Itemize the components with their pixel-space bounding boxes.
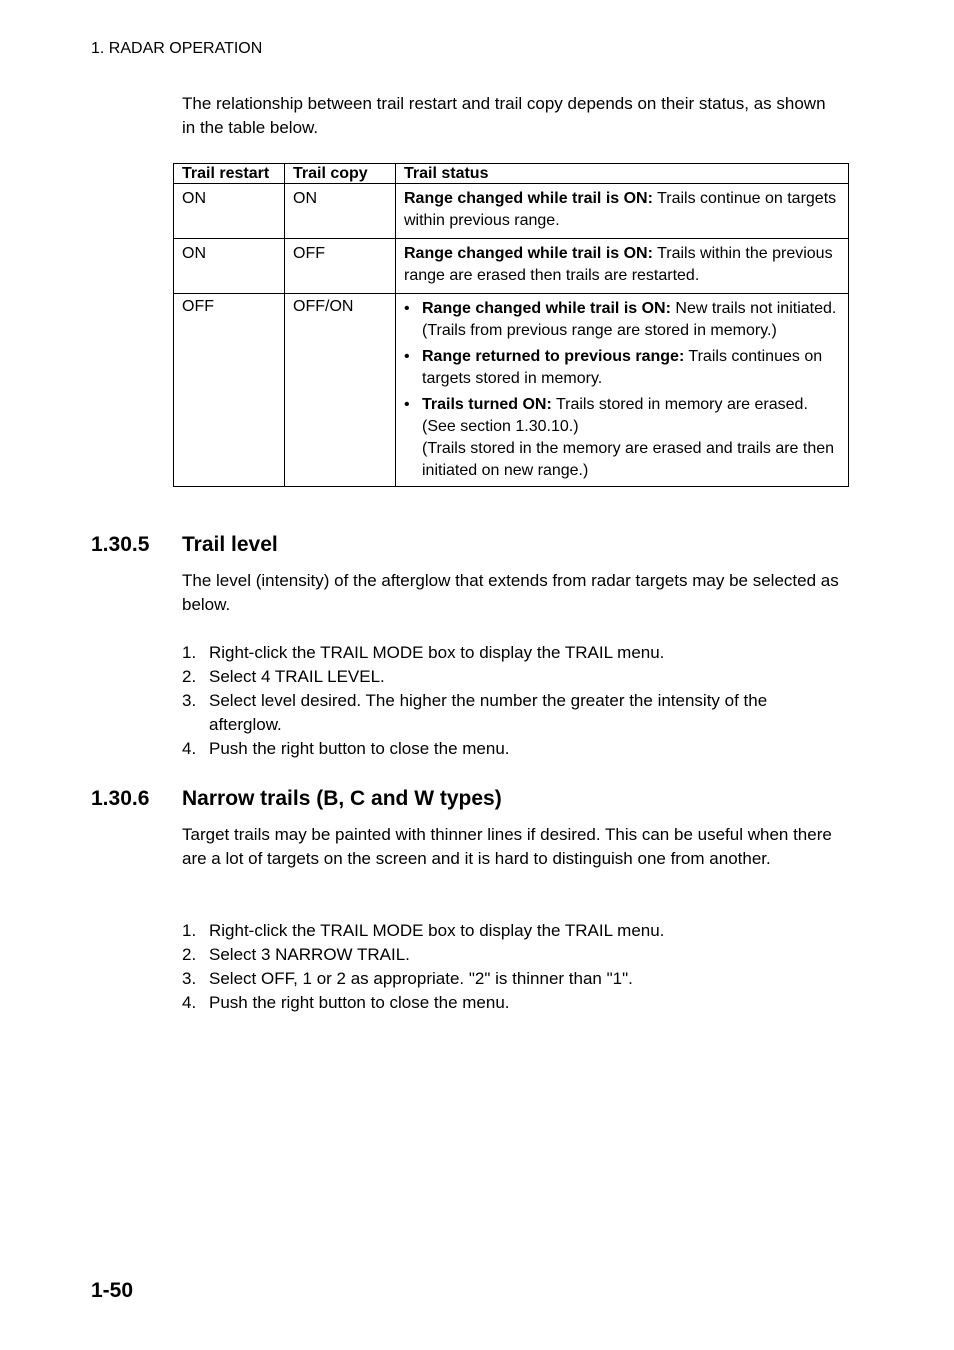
intro-paragraph: The relationship between trail restart and trail copy depends on their status, as shown in the table below. (182, 94, 826, 137)
section-heading-narrow-trails (91, 787, 502, 811)
step-number: 2. (182, 945, 197, 964)
bullet-text: New trails not initiated. (Trails from previous range are stored in memory.) (422, 300, 837, 339)
section-number: 1.30.6 (91, 787, 150, 810)
step-text: Push the right button to close the menu. (209, 739, 510, 758)
step-number: 2. (182, 667, 197, 686)
cell-copy: OFF (285, 239, 396, 294)
step-number: 4. (182, 739, 197, 758)
cell-copy: ON (285, 184, 396, 239)
bullet-bold: Range returned to previous range: (422, 348, 685, 365)
table-header-row (174, 164, 849, 184)
header-trail-copy: Trail copy (285, 164, 396, 184)
list-item (182, 919, 842, 943)
step-text: Select 4 TRAIL LEVEL. (209, 667, 385, 686)
list-item (182, 737, 842, 761)
step-text: Select level desired. The higher the number the greater the intensity of the afterglow. (209, 691, 768, 734)
cell-restart: OFF (174, 294, 285, 487)
list-item (182, 943, 842, 967)
section-title: Trail level (182, 533, 278, 556)
step-number: 1. (182, 921, 197, 940)
header-trail-restart: Trail restart (174, 164, 285, 184)
table-row (174, 294, 849, 487)
step-text: Push the right button to close the menu. (209, 993, 510, 1012)
status-text: Trails continue on targets within previous range. (404, 190, 837, 229)
narrow-trail-steps (182, 919, 842, 1015)
page-number: 1-50 (91, 1279, 134, 1302)
status-text: Trails within the previous range are erased then trails are restarted. (404, 245, 833, 284)
list-item (182, 967, 842, 991)
cell-restart: ON (174, 184, 285, 239)
step-number: 1. (182, 643, 197, 662)
section-body: The level (intensity) of the afterglow that extends from radar targets may be selected as below. (182, 571, 839, 614)
step-number: 3. (182, 969, 197, 988)
list-item (182, 991, 842, 1015)
bullet-icon: • (404, 300, 410, 317)
list-item (404, 346, 840, 390)
cell-status (396, 184, 849, 239)
list-item (182, 641, 842, 665)
bullet-text: Trails continues on targets stored in memory. (422, 348, 823, 387)
running-header: 1. RADAR OPERATION (91, 40, 263, 57)
status-bullet-list (404, 298, 840, 482)
status-bold: Range changed while trail is ON: (404, 245, 653, 262)
cell-status (396, 294, 849, 487)
header-trail-status: Trail status (396, 164, 849, 184)
section-body: Target trails may be painted with thinner lines if desired. This can be useful when there are a lot of targets on the screen and it is hard to distinguish one from another. (182, 825, 832, 868)
cell-restart: ON (174, 239, 285, 294)
step-text: Right-click the TRAIL MODE box to display the TRAIL menu. (209, 643, 665, 662)
trail-level-steps (182, 641, 842, 761)
bullet-icon: • (404, 348, 410, 365)
list-item (182, 665, 842, 689)
step-number: 4. (182, 993, 197, 1012)
section-heading-trail-level (91, 533, 278, 557)
bullet-bold: Trails turned ON: (422, 396, 552, 413)
step-text: Select OFF, 1 or 2 as appropriate. "2" is thinner than "1". (209, 969, 633, 988)
table-row (174, 184, 849, 239)
list-item (404, 298, 840, 342)
bullet-icon: • (404, 396, 410, 413)
bullet-extra-text: (Trails stored in the memory are erased and trails are then initiated on new range.) (422, 440, 835, 479)
bullet-bold: Range changed while trail is ON: (422, 300, 671, 317)
cell-status (396, 239, 849, 294)
list-item (182, 689, 842, 737)
step-text: Select 3 NARROW TRAIL. (209, 945, 410, 964)
section-number: 1.30.5 (91, 533, 150, 556)
step-number: 3. (182, 691, 197, 710)
list-item (404, 394, 840, 482)
table-row (174, 239, 849, 294)
bullet-text: Trails stored in memory are erased. (See section 1.30.10.) (422, 396, 808, 435)
cell-copy: OFF/ON (285, 294, 396, 487)
status-bold: Range changed while trail is ON: (404, 190, 653, 207)
section-title: Narrow trails (B, C and W types) (182, 787, 502, 810)
trail-status-table (173, 163, 849, 487)
step-text: Right-click the TRAIL MODE box to display the TRAIL menu. (209, 921, 665, 940)
